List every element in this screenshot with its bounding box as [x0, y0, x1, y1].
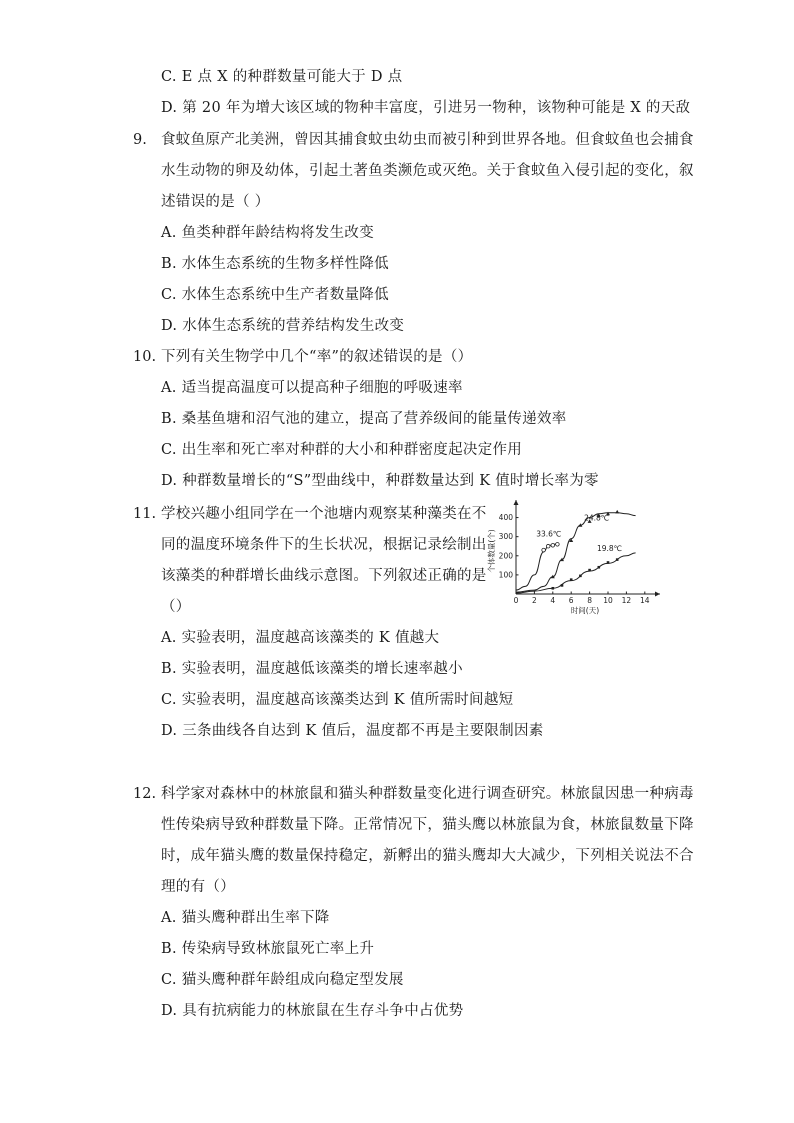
q12-stem-line-1: 科学家对森林中的林旅鼠和猫头种群数量变化进行调查研究。林旅鼠因患一种病毒	[161, 786, 694, 802]
q10-number: 10.	[133, 349, 157, 365]
data-point	[579, 575, 582, 578]
q12-stem-line-4: 理的有（）	[161, 879, 235, 895]
x-tick-label: 0	[513, 596, 519, 605]
q10-option-a: A. 适当提高温度可以提高种子细胞的呼吸速率	[161, 380, 463, 396]
q11-option-a: A. 实验表明，温度越高该藻类的 K 值越大	[161, 630, 440, 646]
data-point	[570, 578, 573, 581]
q9-option-a: A. 鱼类种群年龄结构将发生改变	[161, 225, 374, 241]
y-tick-label: 200	[498, 551, 513, 561]
q11-option-d: D. 三条曲线各自达到 K 值后，温度都不再是主要限制因素	[161, 723, 544, 739]
series-label-0: 33.6℃	[536, 529, 562, 539]
q10-option-b: B. 桑基鱼塘和沼气池的建立，提高了营养级间的能量传递效率	[161, 411, 567, 427]
data-point	[588, 569, 591, 572]
q12-option-b: B. 传染病导致林旅鼠死亡率上升	[161, 941, 375, 957]
series-label-1: 24.8℃	[584, 513, 610, 523]
chart-svg	[486, 498, 666, 618]
q9-number: 9.	[133, 132, 147, 148]
data-point	[598, 566, 601, 569]
q11-stem-line-2: 同的温度环境条件下的生长状况，根据记录绘制出	[161, 537, 487, 553]
q12-option-a: A. 猫头鹰种群出生率下降	[161, 910, 330, 926]
series-label-2: 19.8℃	[596, 544, 623, 553]
x-tick-label: 12	[621, 596, 632, 605]
data-point	[556, 543, 560, 547]
q10-stem: 下列有关生物学中几个“率”的叙述错误的是（）	[161, 349, 473, 365]
x-axis-label: 时间(天)	[570, 606, 600, 615]
q9-stem-line-1: 食蚊鱼原产北美洲，曾因其捕食蚊虫幼虫而被引种到世界各地。但食蚊鱼也会捕食	[161, 132, 694, 148]
data-point	[607, 561, 610, 564]
x-tick-label: 6	[568, 596, 574, 605]
data-point	[616, 558, 619, 561]
y-tick-label: 300	[498, 532, 513, 542]
q11-option-c: C. 实验表明，温度越高该藻类达到 K 值所需时间越短	[161, 692, 514, 708]
x-tick-label: 4	[550, 596, 556, 605]
data-point	[546, 544, 550, 548]
q11-stem-line-4: （）	[161, 599, 191, 615]
y-tick-label: 100	[498, 570, 513, 580]
q12-number: 12.	[133, 786, 157, 802]
q9-option-d: D. 水体生态系统的营养结构发生改变	[161, 318, 405, 334]
data-point	[615, 510, 619, 513]
q12-stem-line-2: 性传染病导致种群数量下降。正常情况下，猫头鹰以林旅鼠为食，林旅鼠数量下降	[161, 817, 694, 833]
data-point	[561, 584, 564, 587]
q10-option-c: C. 出生率和死亡率对种群的大小和种群密度起决定作用	[161, 442, 523, 458]
x-tick-label: 8	[587, 596, 592, 605]
q12-stem-line-3: 时，成年猫头鹰的数量保持稳定，新孵出的猫头鹰却大大减少，下列相关说法不合	[161, 848, 694, 864]
y-axis-arrow	[514, 500, 519, 505]
q9-option-c: C. 水体生态系统中生产者数量降低	[161, 287, 389, 303]
x-tick-label: 14	[640, 596, 650, 605]
q9-stem-line-2: 水生动物的卵及幼体，引起土著鱼类濒危或灭绝。关于食蚊鱼入侵引起的变化，叙	[161, 163, 694, 179]
q12-option-c: C. 猫头鹰种群年龄组成向稳定型发展	[161, 972, 404, 988]
series-line-0	[516, 544, 557, 590]
q9-option-b: B. 水体生态系统的生物多样性降低	[161, 256, 389, 272]
q9-stem-line-3: 述错误的是（ ）	[161, 194, 270, 210]
q8-option-c: C. E 点 X 的种群数量可能大于 D 点	[161, 69, 403, 85]
q11-stem-line-1: 学校兴趣小组同学在一个池塘内观察某种藻类在不	[161, 506, 487, 522]
q11-option-b: B. 实验表明，温度越低该藻类的增长速率越小	[161, 661, 463, 677]
data-point	[551, 543, 555, 547]
q10-option-d: D. 种群数量增长的“S”型曲线中，种群数量达到 K 值时增长率为零	[161, 473, 599, 489]
x-tick-label: 10	[603, 596, 613, 605]
q12-option-d: D. 具有抗病能力的林旅鼠在生存斗争中占优势	[161, 1003, 464, 1019]
x-axis-arrow	[655, 592, 660, 597]
y-axis-label: 个体数量(个)	[487, 529, 496, 573]
q8-option-d: D. 第 20 年为增大该区域的物种丰富度，引进另一物种，该物种可能是 X 的天敌	[161, 100, 691, 116]
data-point	[542, 548, 546, 552]
y-tick-label: 400	[498, 513, 513, 523]
population-growth-chart	[486, 498, 666, 618]
q11-number: 11.	[133, 506, 157, 522]
data-point	[552, 587, 555, 590]
x-tick-label: 2	[532, 596, 537, 605]
q11-stem-line-3: 该藻类的种群增长曲线示意图。下列叙述正确的是	[161, 568, 487, 584]
